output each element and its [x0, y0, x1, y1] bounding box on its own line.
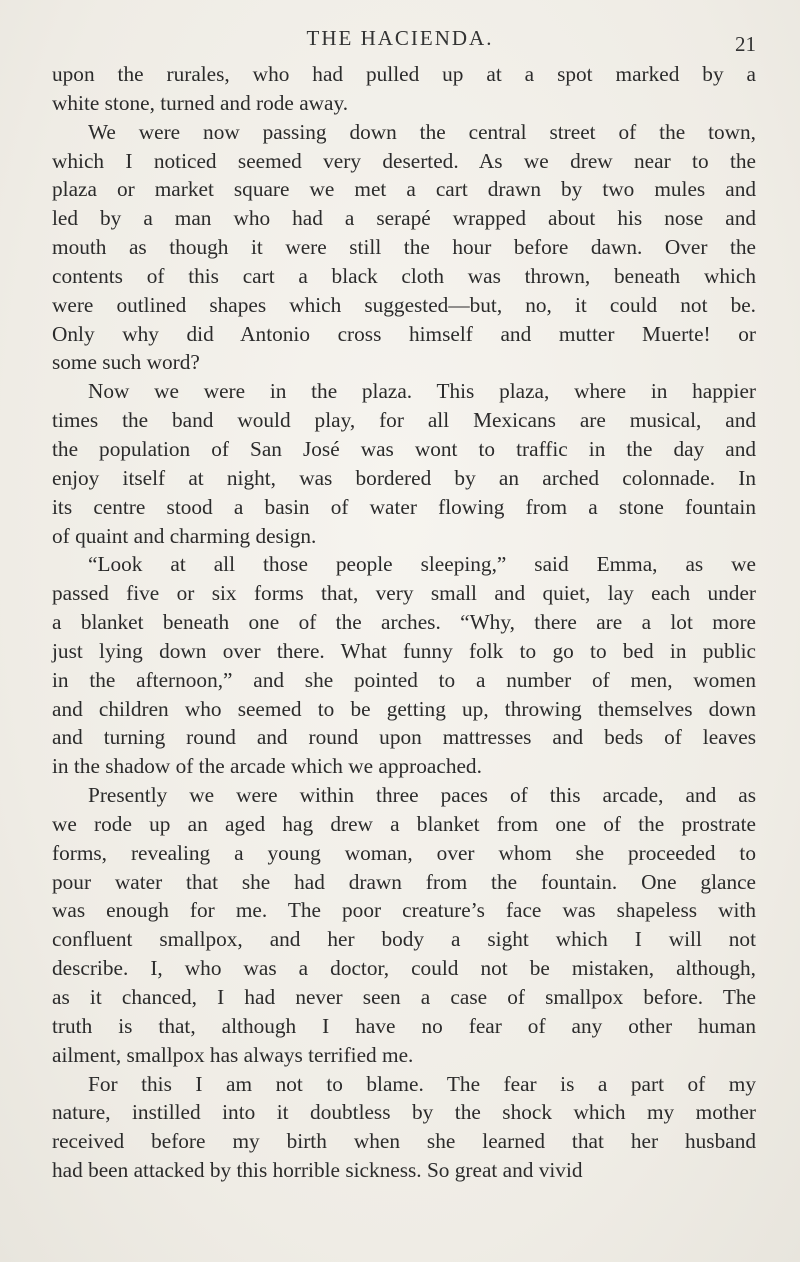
page-number: 21	[735, 32, 756, 56]
body-text	[52, 60, 756, 1185]
text-line: truth is that, although I have no fear of any other human	[52, 1013, 756, 1038]
text-line: we rode up an aged hag drew a blanket from one of the prostrate	[52, 811, 756, 836]
text-line: received before my birth when she learned that her husband	[52, 1129, 756, 1154]
text-line: We were now passing down the central street of the town,	[88, 119, 756, 144]
text-line: just lying down over there. What funny folk to go to bed in public	[52, 638, 756, 663]
text-line: its centre stood a basin of water flowing from a stone fountain	[52, 494, 756, 519]
text-line: nature, instilled into it doubtless by the shock which my mother	[52, 1100, 756, 1125]
text-line: pour water that she had drawn from the fountain. One glance	[52, 869, 756, 894]
text-line: plaza or market square we met a cart drawn by two mules and	[52, 177, 756, 202]
paragraph	[52, 377, 756, 550]
text-line: was enough for me. The poor creature’s face was shapeless with	[52, 898, 756, 923]
text-line: enjoy itself at night, was bordered by an arched colonnade. In	[52, 465, 756, 490]
text-line: the population of San José was wont to traffic in the day and	[52, 436, 756, 461]
paragraph	[52, 1070, 756, 1185]
text-line: led by a man who had a serapé wrapped about his nose and	[52, 206, 756, 231]
text-line: and children who seemed to be getting up, throwing themselves down	[52, 696, 756, 721]
text-line: Now we were in the plaza. This plaza, where in happier	[88, 379, 756, 404]
paragraph	[52, 60, 756, 118]
text-line: ailment, smallpox has always terrified me.	[52, 1042, 414, 1067]
page-header	[0, 26, 800, 60]
text-line: in the afternoon,” and she pointed to a number of men, women	[52, 667, 756, 692]
text-line: forms, revealing a young woman, over whom she proceeded to	[52, 840, 756, 865]
text-line: as it chanced, I had never seen a case of smallpox before. The	[52, 985, 756, 1009]
paragraph	[52, 550, 756, 781]
text-line: some such word?	[52, 350, 200, 375]
text-line: times the band would play, for all Mexicans are musical, and	[52, 408, 756, 433]
text-line: For this I am not to blame. The fear is a part of my	[88, 1071, 756, 1096]
text-line: white stone, turned and rode away.	[52, 90, 349, 115]
text-line: Only why did Antonio cross himself and mutter Muerte! or	[52, 321, 756, 346]
text-line: a blanket beneath one of the arches. “Why, there are a lot more	[52, 610, 756, 635]
paragraph	[52, 118, 756, 378]
text-line: contents of this cart a black cloth was thrown, beneath which	[52, 263, 756, 288]
text-line: had been attacked by this horrible sickness. So great and vivid	[52, 1158, 583, 1183]
text-line: confluent smallpox, and her body a sight which I will not	[52, 927, 756, 952]
text-line: “Look at all those people sleeping,” said Emma, as we	[88, 552, 756, 577]
text-line: and turning round and round upon mattresses and beds of leaves	[52, 725, 756, 750]
paragraph	[52, 781, 756, 1069]
text-line: describe. I, who was a doctor, could not be mistaken, although,	[52, 956, 756, 981]
text-line: passed five or six forms that, very small and quiet, lay each under	[52, 581, 756, 606]
text-line: which I noticed seemed very deserted. As we drew near to the	[52, 148, 756, 173]
text-line: Presently we were within three paces of this arcade, and as	[88, 783, 756, 808]
text-line: upon the rurales, who had pulled up at a spot marked by a	[52, 62, 756, 86]
running-head: THE HACIENDA.	[306, 26, 494, 50]
text-line: in the shadow of the arcade which we approached.	[52, 754, 482, 779]
text-line: mouth as though it were still the hour before dawn. Over the	[52, 235, 756, 260]
text-line: of quaint and charming design.	[52, 523, 317, 548]
text-line: were outlined shapes which suggested—but, no, it could not be.	[52, 292, 756, 317]
page-margin	[0, 1232, 800, 1262]
